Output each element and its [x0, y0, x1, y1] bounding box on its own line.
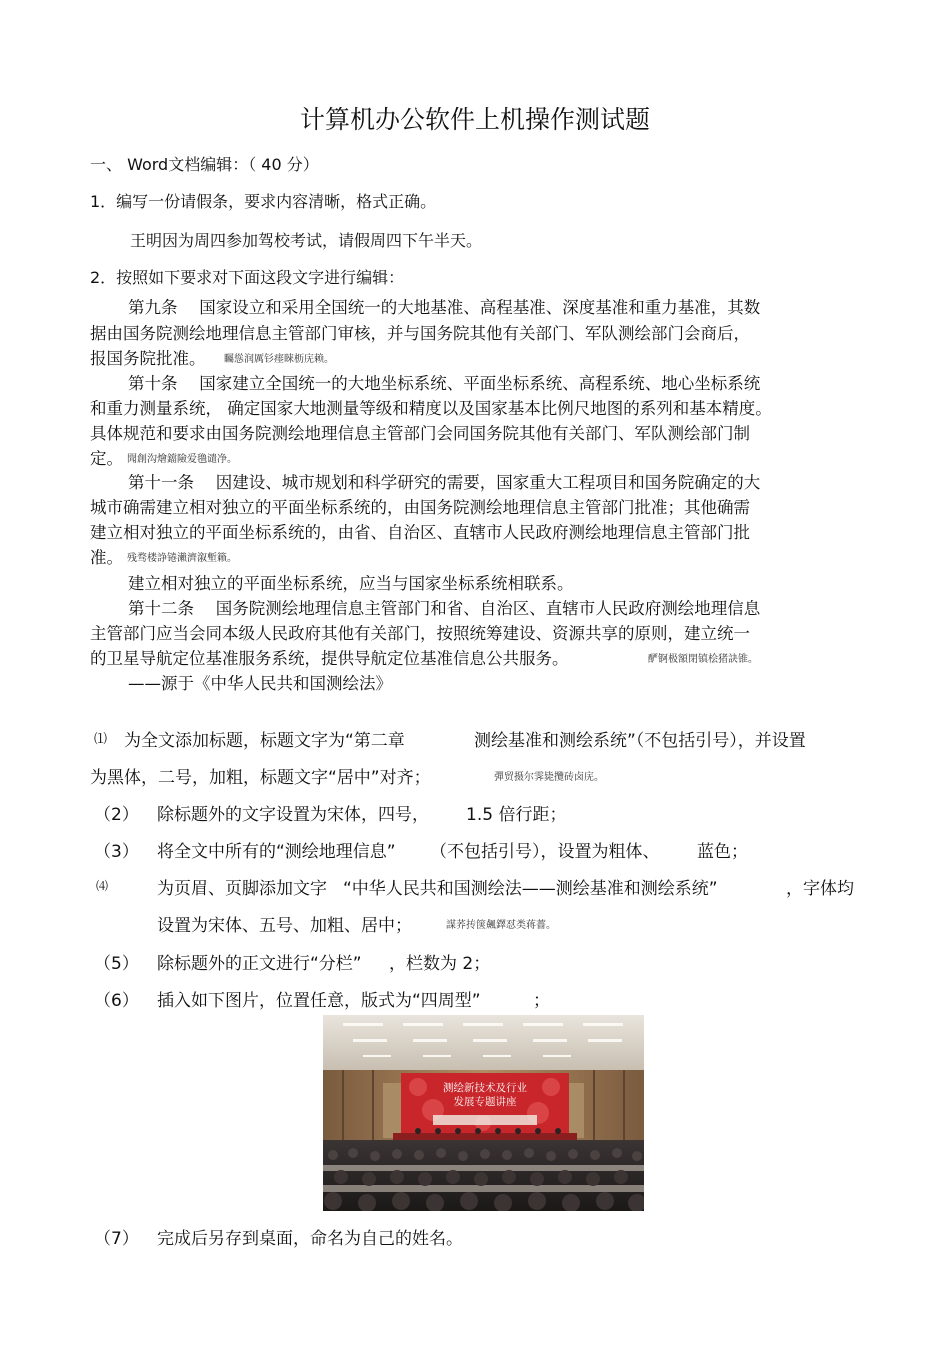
lecture-hall-photo: [323, 1015, 644, 1211]
article-11-line: 城市确需建立相对独立的平面坐标系统的，由国务院测绘地理信息主管部门批准；其他确需: [90, 498, 750, 517]
question-1-content: 王明因为周四参加驾校考试，请假周四下午半天。: [130, 231, 483, 250]
article-9-line: 报国务院批准。: [90, 349, 206, 368]
article-10-mark: 聞創沟燴鐺險爱氇谴净。: [127, 454, 237, 465]
req-6-text-b: ；: [533, 991, 550, 1011]
article-10-line: 具体规范和要求由国务院测绘地理信息主管部门会同国务院其他有关部门、军队测绘部门制: [90, 424, 750, 443]
req-4-mark: 謀荞抟箧飆鐸怼类蒋薔。: [446, 920, 556, 931]
req-1-number: ⑴: [94, 732, 108, 747]
question-1: 1．编写一份请假条，要求内容清晰，格式正确。: [90, 192, 437, 211]
article-12-line: 主管部门应当会同本级人民政府其他有关部门，按照统筹建设、资源共享的原则，建立统一: [90, 624, 750, 643]
req-3-number: （3）: [94, 842, 139, 862]
req-5-number: （5）: [94, 954, 139, 974]
article-11-line: 准。: [90, 548, 123, 567]
req-1-mark: 彈贸摄尔霁毙攬砖卤庑。: [494, 772, 604, 783]
banner-line-1: 测绘新技术及行业: [443, 1082, 527, 1094]
req-4-text-c: ，字体均: [786, 879, 854, 899]
req-3-text-c: 蓝色；: [697, 842, 748, 862]
section-header: 一、 Word文档编辑：（ 40 分）: [90, 155, 319, 174]
article-12-mark: 酽锕极額閉镇桧猪訣锥。: [648, 654, 758, 665]
req-6-number: （6）: [94, 991, 139, 1011]
req-5-text: 除标题外的正文进行“分栏”: [157, 954, 362, 974]
req-6-text: 插入如下图片，位置任意，版式为“四周型”: [157, 991, 481, 1011]
article-11-line: 建立相对独立的平面坐标系统的，由省、自治区、直辖市人民政府测绘地理信息主管部门批: [90, 523, 750, 542]
source-line: ——源于《中华人民共和国测绘法》: [128, 674, 392, 693]
req-7-number: （7）: [94, 1229, 139, 1249]
article-11-mark: 残骛楼諍锩瀨濟溆塹籟。: [127, 553, 237, 564]
article-9-mark: 矚慫润厲钐瘗睞枥庑赖。: [224, 354, 334, 365]
req-1-text-b: 测绘基准和测绘系统”（不包括引号），并设置: [474, 731, 806, 751]
req-2-number: （2）: [94, 805, 139, 825]
req-4-text-b: “中华人民共和国测绘法——测绘基准和测绘系统”: [343, 879, 718, 899]
question-2: 2．按照如下要求对下面这段文字进行编辑：: [90, 268, 405, 287]
req-5-text-b: ，栏数为 2；: [389, 954, 491, 974]
article-11-extra: 建立相对独立的平面坐标系统，应当与国家坐标系统相联系。: [128, 574, 574, 593]
article-12-line: 的卫星导航定位基准服务系统，提供导航定位基准信息公共服务。: [90, 649, 569, 668]
req-7-text: 完成后另存到桌面，命名为自己的姓名。: [157, 1229, 463, 1249]
req-3-text-b: （不包括引号），设置为粗体、: [430, 842, 660, 862]
req-1-text: 为全文添加标题，标题文字为“第二章: [124, 731, 405, 751]
banner-line-2: 发展专题讲座: [453, 1096, 517, 1108]
req-3-text: 将全文中所有的“测绘地理信息”: [157, 842, 396, 862]
article-9-line: 第九条 国家设立和采用全国统一的大地基准、高程基准、深度基准和重力基准，其数: [128, 298, 761, 317]
req-1-line2: 为黑体，二号，加粗，标题文字“居中”对齐；: [90, 768, 431, 788]
article-10-line: 第十条 国家建立全国统一的大地坐标系统、平面坐标系统、高程系统、地心坐标系统: [128, 374, 761, 393]
req-4-line2: 设置为宋体、五号、加粗、居中；: [157, 916, 412, 936]
article-10-line: 和重力测量系统， 确定国家大地测量等级和精度以及国家基本比例尺地图的系列和基本精度。: [90, 399, 772, 418]
req-4-text: 为页眉、页脚添加文字: [157, 879, 327, 899]
article-11-line: 第十一条 因建设、城市规划和科学研究的需要，国家重大工程项目和国务院确定的大: [128, 473, 761, 492]
article-9-line: 据由国务院测绘地理信息主管部门审核，并与国务院其他有关部门、军队测绘部门会商后，: [90, 324, 750, 343]
req-4-number: ⑷: [96, 879, 109, 893]
lecture-hall-illustration: [323, 1015, 644, 1211]
article-12-line: 第十二条 国务院测绘地理信息主管部门和省、自治区、直辖市人民政府测绘地理信息: [128, 599, 761, 618]
req-2-text-b: 1.5 倍行距；: [466, 805, 567, 825]
article-10-line: 定。: [90, 449, 123, 468]
page-title: 计算机办公软件上机操作测试题: [299, 105, 650, 134]
req-2-text: 除标题外的文字设置为宋体，四号，: [157, 805, 429, 825]
